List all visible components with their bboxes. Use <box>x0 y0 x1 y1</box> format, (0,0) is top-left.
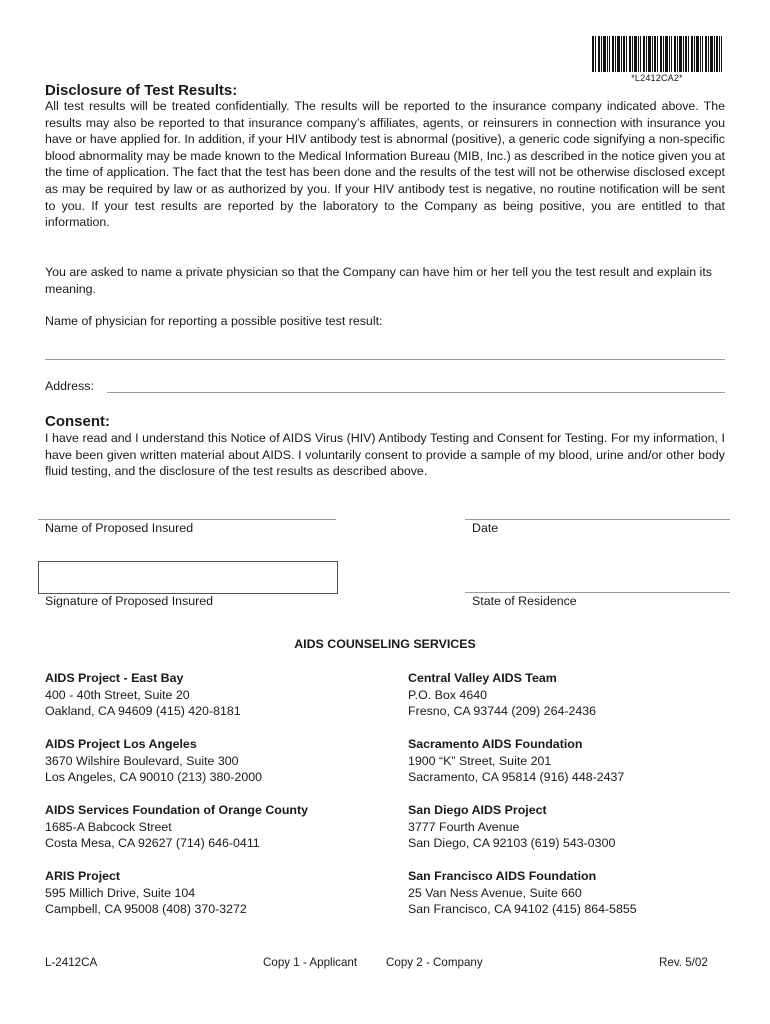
physician-name-field[interactable] <box>45 359 725 360</box>
org-city-phone: San Francisco, CA 94102 (415) 864-5855 <box>408 902 637 916</box>
state-field[interactable] <box>465 592 730 593</box>
address-field[interactable] <box>107 392 725 393</box>
insured-name-label: Name of Proposed Insured <box>45 521 194 535</box>
org-city-phone: San Diego, CA 92103 (619) 543-0300 <box>408 836 616 850</box>
counseling-entry <box>45 802 375 852</box>
org-city-phone: Oakland, CA 94609 (415) 420-8181 <box>45 704 241 718</box>
org-address: P.O. Box 4640 <box>408 687 487 702</box>
org-name: AIDS Project - East Bay <box>45 671 184 685</box>
counseling-entry <box>408 802 738 852</box>
org-city-phone: Sacramento, CA 95814 (916) 448-2437 <box>408 770 625 784</box>
physician-instructions: You are asked to name a private physician so that the Company can have him or her tell you the test result and explain its meaning. <box>45 265 712 296</box>
org-name: ARIS Project <box>45 869 121 883</box>
org-city-phone: Costa Mesa, CA 92627 (714) 646-0411 <box>45 836 260 850</box>
copy-applicant: Copy 1 - Applicant <box>263 956 358 969</box>
state-label: State of Residence <box>472 594 577 608</box>
physician-name-label: Name of physician for reporting a possible positive test result: <box>45 314 383 328</box>
org-address: 3670 Wilshire Boulevard, Suite 300 <box>45 753 239 768</box>
org-address: 25 Van Ness Avenue, Suite 660 <box>408 885 582 900</box>
signature-label: Signature of Proposed Insured <box>45 594 214 608</box>
insured-name-field[interactable] <box>38 519 336 520</box>
org-address: 400 - 40th Street, Suite 20 <box>45 687 190 702</box>
counseling-entry <box>408 736 738 786</box>
address-label: Address: <box>45 379 94 393</box>
signature-box[interactable] <box>38 561 338 594</box>
org-address: 595 Millich Drive, Suite 104 <box>45 885 196 900</box>
org-city-phone: Los Angeles, CA 90010 (213) 380-2000 <box>45 770 262 784</box>
consent-heading: Consent: <box>45 413 110 430</box>
org-name: San Francisco AIDS Foundation <box>408 869 597 883</box>
org-address: 1900 “K” Street, Suite 201 <box>408 753 552 768</box>
consent-paragraph: I have read and I understand this Notice of AIDS Virus (HIV) Antibody Testing and Consent for Testing. For my information, I have been given written material about AIDS. I voluntarily consent to provide a sample of my blood, urine and/or other body fluid testing, and the disclosure of the test results as described above. <box>45 431 725 479</box>
org-address: 3777 Fourth Avenue <box>408 819 520 834</box>
date-field[interactable] <box>465 519 730 520</box>
revision-date: Rev. 5/02 <box>659 956 708 969</box>
form-id: L-2412CA <box>45 956 98 969</box>
counseling-entry <box>408 868 738 918</box>
counseling-entry <box>45 868 375 918</box>
org-name: AIDS Services Foundation of Orange County <box>45 803 308 817</box>
disclosure-heading: Disclosure of Test Results: <box>45 82 238 99</box>
org-name: AIDS Project Los Angeles <box>45 737 197 751</box>
counseling-entry <box>408 670 738 720</box>
org-name: San Diego AIDS Project <box>408 803 547 817</box>
disclosure-paragraph: All test results will be treated confidentially. The results will be reported to the insurance company indicated above. The results may also be reported to that insurance company’s affiliates, agents, or reinsurers in connection with insurance you have or have applied for. In addition, if your HIV antibody test is abnormal (positive), a generic code signifying a non-specific blood abnormality may be made known to the Medical Information Bureau (MIB, Inc.) as described in the notice given you at the time of application. The fact that the test has been done and the results of the test will not be otherwise disclosed except as may be required by law or as authorized by you. If your HIV antibody test is negative, no routine notification will be sent to you. If your test results are reported by the laboratory to the Company as being positive, you are entitled to that information. <box>45 99 725 230</box>
barcode-image <box>592 36 722 72</box>
org-city-phone: Fresno, CA 93744 (209) 264-2436 <box>408 704 597 718</box>
counseling-entry <box>45 670 375 720</box>
copy-company: Copy 2 - Company <box>386 956 483 969</box>
counseling-entry <box>45 736 375 786</box>
date-label: Date <box>472 521 499 535</box>
counseling-heading: AIDS COUNSELING SERVICES <box>294 637 476 651</box>
org-city-phone: Campbell, CA 95008 (408) 370-3272 <box>45 902 247 916</box>
org-address: 1685-A Babcock Street <box>45 819 172 834</box>
org-name: Central Valley AIDS Team <box>408 671 557 685</box>
org-name: Sacramento AIDS Foundation <box>408 737 583 751</box>
barcode-text: *L2412CA2* <box>631 73 683 83</box>
